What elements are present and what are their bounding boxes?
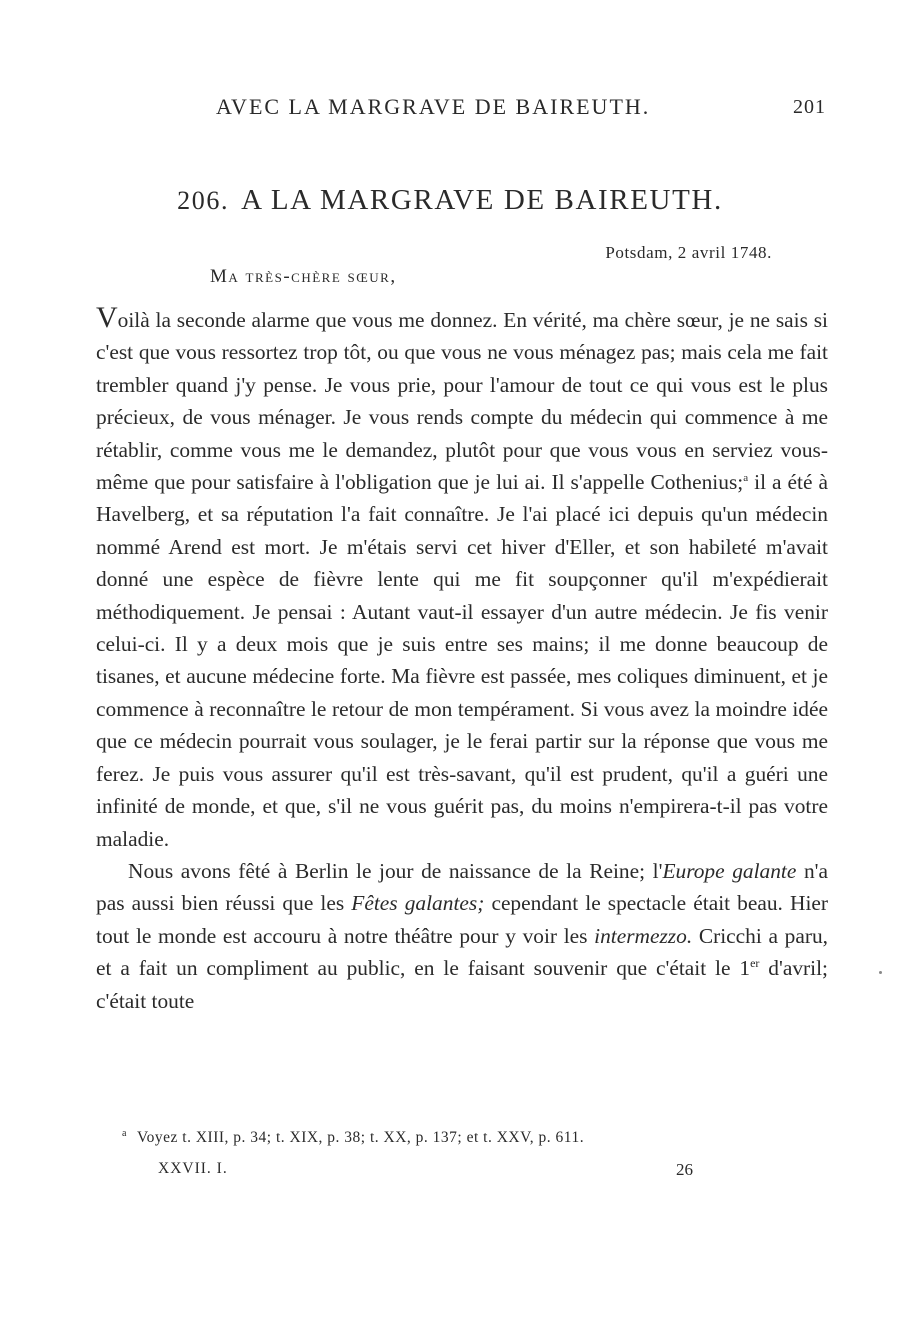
- paragraph-2: [96, 855, 828, 1017]
- running-head: [0, 94, 900, 128]
- margin-speck: [879, 971, 882, 974]
- paragraph-1: [96, 301, 828, 855]
- salutation: Ma très-chère sœur,: [210, 266, 397, 287]
- paragraph-1-text-a: oilà la seconde alarme que vous me donnez. En vérité, ma chère sœur, je ne sais si c'est que vous ressortez trop tôt, ou que vous ne vous ménagez pas; mais cela me fait trembler quand j'y pense. Je vous prie, pour l'amour de tout ce qui vous est le plus précieux, de vous ménager. Je vous rends compte du médecin qui commence à me rétablir, comme vous me le demandez, plutôt pour que vous vous en serviez vous-même que pour satisfaire à l'obligation que je lui ai. Il s'appelle Cothenius;: [96, 308, 828, 495]
- sheet-number: 26: [676, 1160, 693, 1179]
- letter-title: A LA MARGRAVE DE BAIREUTH.: [241, 184, 723, 216]
- paragraph-2-text-c: n'a pas aussi bien réussi que les: [96, 858, 829, 916]
- paragraph-2-text-i: d'avril; c'était toute: [96, 956, 828, 1013]
- paragraph-2-text-a: Nous avons fêté à Berlin le jour de naissance de la Reine; l': [128, 858, 663, 883]
- page-number: 201: [793, 96, 826, 118]
- term-intermezzo: intermezzo.: [594, 923, 693, 948]
- paragraph-2-text-e: cependant le spectacle était beau. Hier tout le monde est accouru à notre théâtre pour y voir les: [96, 891, 829, 948]
- paragraph-1-text-b: il a été à Havelberg, et sa réputation l'a fait connaître. Je l'ai placé ici depuis qu'un médecin nommé Arend est mort. Je m'étais servi cet hiver d'Eller, et son habileté m'avait donné une espèce de fièvre lente qui me fit soupçonner qu'il m'expédierait méthodiquement. Je pensai : Autant vaut-il essayer d'un autre médecin. Je fis venir celui-ci. Il y a deux mois que je suis entre ses mains; il me donne beaucoup de tisanes, et aucune médecine forte. Ma fièvre est passée, mes coliques diminuent, et je commence à reconnaître le retour de mon tempérament. Si vous avez la moindre idée que ce médecin pourrait vous soulager, je le ferai partir sur la réponse que vous me ferez. Je puis vous assurer qu'il est très-savant, qu'il est prudent, qu'il a guéri une infinité de monde, et que, s'il ne vous guérit pas, du moins n'empirera-t-il pas votre maladie.: [96, 470, 828, 851]
- footnote-text: Voyez t. XIII, p. 34; t. XIX, p. 38; t. XX, p. 137; et t. XXV, p. 611.: [136, 1129, 585, 1147]
- letter-body: [96, 301, 829, 1017]
- title-europe-galante: Europe galante: [662, 858, 797, 883]
- volume-signature: XXVII. I.: [158, 1160, 228, 1177]
- title-fetes-galantes: Fêtes galantes;: [351, 891, 485, 916]
- letter-heading: [0, 184, 900, 217]
- footnote-reference: a: [743, 471, 749, 484]
- initial-letter: V: [96, 301, 118, 334]
- ordinal-suffix: er: [750, 956, 760, 970]
- place-date: Potsdam, 2 avril 1748.: [605, 243, 772, 262]
- running-title: AVEC LA MARGRAVE DE BAIREUTH.: [216, 94, 651, 119]
- letter-number: 206.: [177, 186, 230, 215]
- footnote-marker: a: [122, 1128, 127, 1139]
- footnote: [122, 1128, 584, 1147]
- paragraph-2-text-g: Cricchi a paru, et a fait un compliment au public, en le faisant souvenir que c'était le 1: [96, 923, 828, 981]
